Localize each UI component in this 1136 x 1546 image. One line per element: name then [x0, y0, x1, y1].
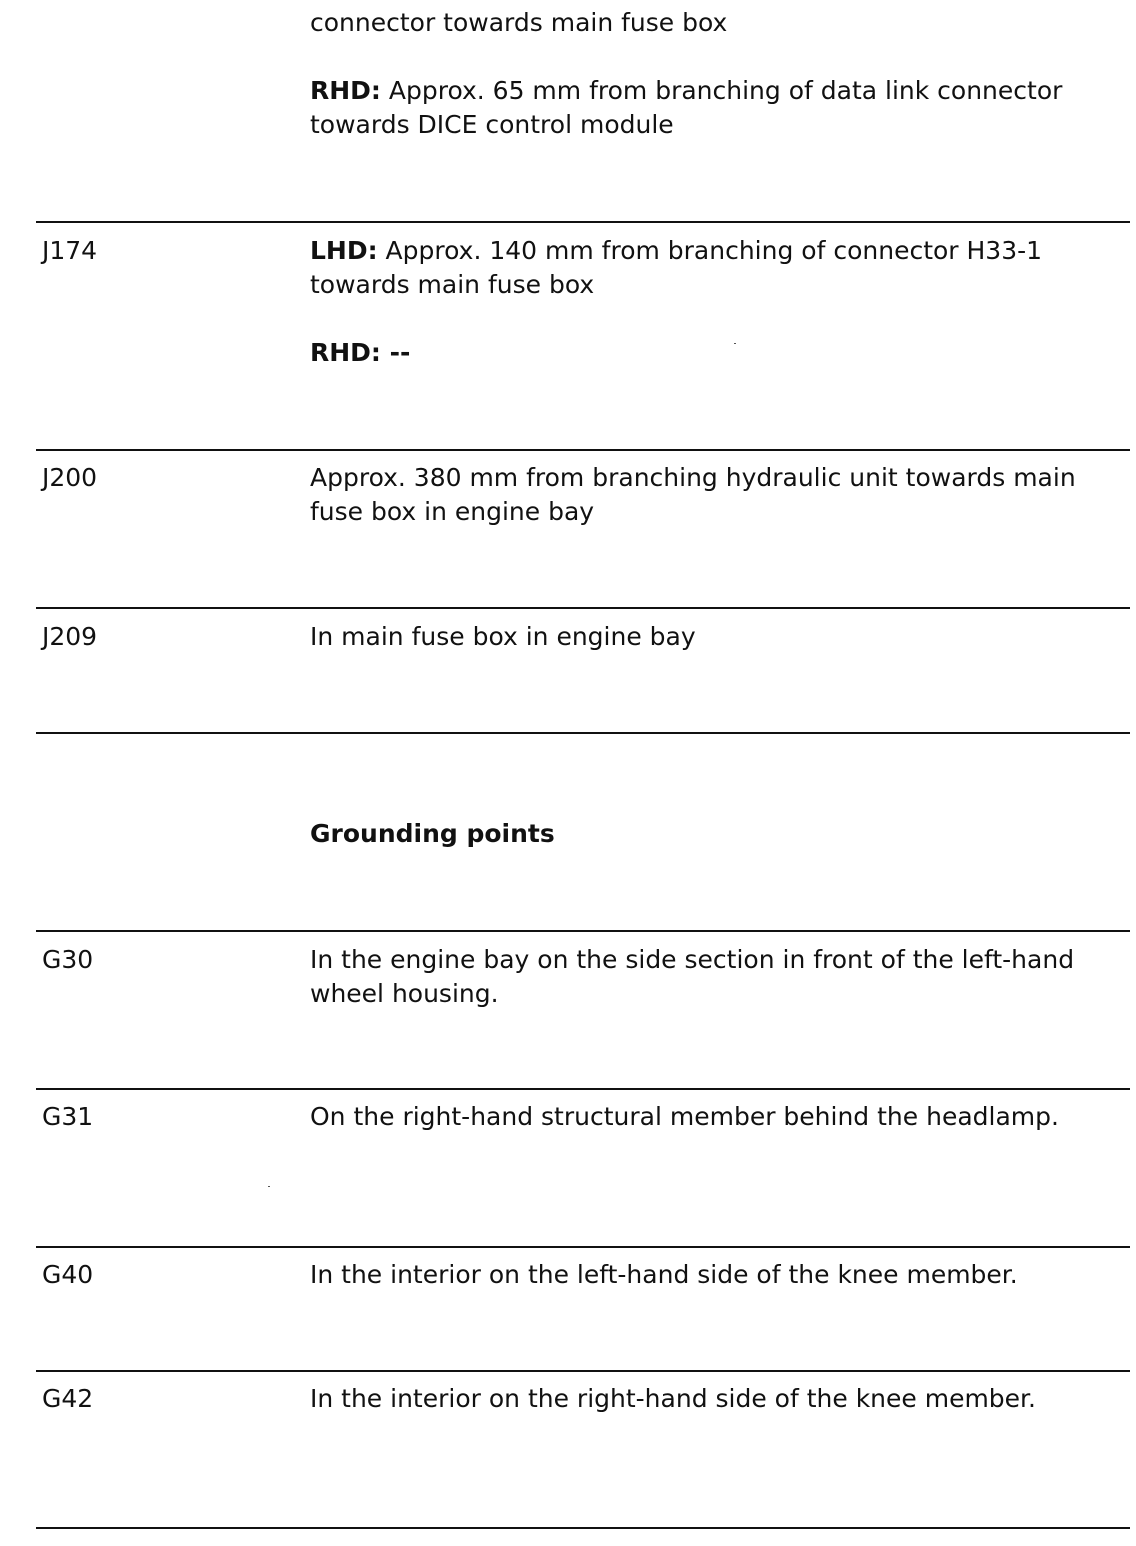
rhd-label: RHD: [310, 76, 381, 105]
lhd-paragraph [310, 234, 1125, 302]
continuation-line: connector towards main fuse box [310, 8, 728, 37]
row-description [310, 620, 1125, 654]
continuation-rhd [310, 74, 1125, 142]
row-divider [36, 930, 1130, 932]
row-id: J174 [42, 236, 98, 265]
lhd-label: LHD: [310, 236, 378, 265]
section-heading: Grounding points [310, 819, 555, 848]
row-divider [36, 1088, 1130, 1090]
scan-speck [734, 343, 736, 344]
row-divider [36, 1370, 1130, 1372]
rhd-text: -- [380, 338, 411, 367]
continuation-description [310, 6, 1125, 142]
row-id: G31 [42, 1102, 94, 1131]
row-divider [36, 221, 1130, 223]
row-description [310, 943, 1125, 1011]
row-text: Approx. 380 mm from branching hydraulic unit towards main fuse box in engine bay [310, 463, 1076, 526]
row-text: In the interior on the right-hand side of the knee member. [310, 1384, 1036, 1413]
row-text: In the engine bay on the side section in front of the left-hand wheel housing. [310, 945, 1075, 1008]
rhd-label: RHD: [310, 338, 381, 367]
row-id: J200 [42, 463, 98, 492]
row-text: In the interior on the left-hand side of the knee member. [310, 1260, 1018, 1289]
row-divider [36, 732, 1130, 734]
row-id: G30 [42, 945, 94, 974]
rhd-text: Approx. 65 mm from branching of data link connector towards DICE control module [310, 76, 1063, 139]
row-description [310, 1258, 1130, 1292]
row-divider [36, 607, 1130, 609]
row-divider [36, 1527, 1130, 1529]
lhd-text: Approx. 140 mm from branching of connector H33-1 towards main fuse box [310, 236, 1043, 299]
rhd-paragraph [310, 336, 1125, 370]
row-description [310, 234, 1125, 370]
row-description [310, 1100, 1125, 1134]
row-text: On the right-hand structural member behind the headlamp. [310, 1102, 1059, 1131]
row-id: G40 [42, 1260, 94, 1289]
row-description [310, 461, 1125, 529]
row-description [310, 1382, 1125, 1416]
row-divider [36, 449, 1130, 451]
scan-speck [268, 1186, 270, 1187]
row-text: In main fuse box in engine bay [310, 622, 696, 651]
row-id: G42 [42, 1384, 94, 1413]
row-id: J209 [42, 622, 98, 651]
row-divider [36, 1246, 1130, 1248]
